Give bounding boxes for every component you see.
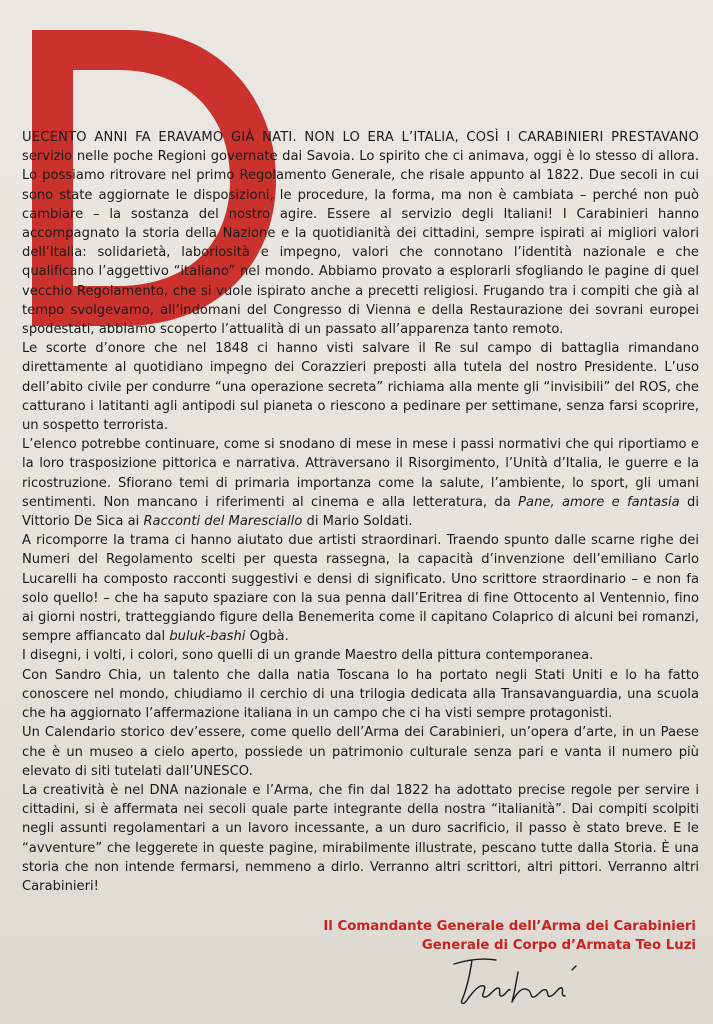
italic-term: buluk-bashi [169,629,246,645]
letter-body [22,128,699,896]
paragraph-2 [22,339,699,435]
paragraph-text: servizio nelle poche Regioni governate dai Savoia. Lo spirito che ci animava, oggi è lo stesso di allora. Lo possiamo ritrovare nel primo Regolamento Generale, che risale appunto al 1822. Due secoli in cui sono state aggiornate le disposizioni, le procedure, la forma, ma non è cambiata – perché non può cambiare – la sostanza del nostro agire. Essere al servizio degli Italiani! I Carabinieri hanno accompagnato la storia della Nazione e la quotidianità dei cittadini, sempre ispirati ai migliori valori dell’Italia: solidarietà, laboriosità e impegno, valori che connotano l’identità nazionale e che qualificano l’aggettivo “italiano” nel mondo. Abbiamo provato a esplorarli sfogliando le pagine di quel vecchio Regolamento, che si vuole ispirato anche a precetti religiosi. Frugando tra i compiti che già al tempo svolgevamo, all’indomani del Congresso di Vienna e della Restaurazione dei sovrani europei spodestati, abbiamo scoperto l’attualità di un passato all’apparenza tanto remoto. [22,149,699,338]
paragraph-text: Ogbà. [245,629,289,645]
paragraph-8 [22,781,699,896]
paragraph-6 [22,666,699,724]
paragraph-text: L’elenco potrebbe continuare, come si snodano di mese in mese i passi normativi che qui riportiamo e la loro trasposizione pittorica e narrativa. Attraversano il Risorgimento, l’Unità d’Italia, le guerre e la ricostruzione. Sfiorano temi di primaria importanza come la salute, l’ambiente, lo sport, gli umani sentimenti. Non mancano i riferimenti al cinema e alla letteratura, da [22,437,699,510]
opening-line: UECENTO ANNI FA ERAVAMO GIÀ NATI. NON LO ERA L’ITALIA, COSÌ I CARABINIERI PRESTAVANO [22,130,699,145]
signatory-title: Il Comandante Generale dell’Arma dei Carabinieri [323,919,696,934]
paragraph-7 [22,723,699,781]
handwritten-signature [450,950,590,1010]
paragraph-text: La creatività è nel DNA nazionale e l’Arma, che fin dal 1822 ha adottato precise regole per servire i cittadini, si è affermata nei secoli quale parte integrante della nostra “italianità”. Dai compiti scolpiti negli assunti regolamentari a un lavoro incessante, a un duro sacrificio, il passo è stato breve. E le “avventure” che leggerete in queste pagine, mirabilmente illustrate, pescano tutte dalla Storia. È una storia che non intende fermarsi, nemmeno a dirlo. Verranno altri scrittori, altri pittori. Verranno altri Carabinieri! [22,782,699,894]
signature-stroke [454,959,576,1003]
paragraph-text: Con Sandro Chia, un talento che dalla natia Toscana lo ha portato negli Stati Uniti e lo ha fatto conoscere nel mondo, chiudiamo il cerchio di una trilogia dedicata alla Transavanguardia, una scuola che ha aggiornato l’affermazione italiana in un campo che ci ha visti sempre protagonisti. [22,667,699,722]
paragraph-text: di Mario Soldati. [302,514,413,530]
signatory-rank: Generale di Corpo d’Armata Teo Luzi [421,937,696,953]
paragraph-1 [22,128,699,339]
paragraph-5 [22,646,699,665]
paragraph-text: Le scorte d’onore che nel 1848 ci hanno visti salvare il Re sul campo di battaglia rimandano direttamente al quotidiano impegno dei Corazzieri preposti alla tutela del nostro Presidente. L’uso dell’abito civile per condurre “una operazione secreta” richiama alla mente gli “invisibili” del ROS, che catturano i latitanti agli antipodi sul pianeta o riescono a pedinare per settimane, senza farsi scoprire, un sospetto terrorista. [22,341,699,434]
title-reference: Pane, amore e fantasia [518,494,680,510]
paragraph-4 [22,531,699,646]
title-reference: Racconti del Maresciallo [143,514,303,530]
paragraph-text: I disegni, i volti, i colori, sono quelli di un grande Maestro della pittura contemporanea. [22,648,594,664]
paragraph-text: A ricomporre la trama ci hanno aiutato due artisti straordinari. Traendo spunto dalle scarne righe dei Numeri del Regolamento scelti per questa rassegna, la capacità d’invenzione dell’emiliano Carlo Lucarelli ha composto racconti suggestivi e densi di significato. Uno scrittore straordinario – e non fa solo quello! – che ha saputo spaziare con la sua penna dall’Eritrea di fine Ottocento al Ventennio, fino ai giorni nostri, tratteggiando figure della Benemerita come il capitano Colaprico di alcuni bei romanzi, sempre affiancato dal [22,533,699,645]
paragraph-text: di Vittorio De Sica ai [22,494,699,530]
paragraph-text: Un Calendario storico dev’essere, come quello dell’Arma dei Carabinieri, un’opera d’arte, in un Paese che è un museo a cielo aperto, possiede un patrimonio culturale senza pari e vanta il numero più elevato di siti tutelati dall’UNESCO. [22,725,699,779]
paragraph-3 [22,435,699,531]
